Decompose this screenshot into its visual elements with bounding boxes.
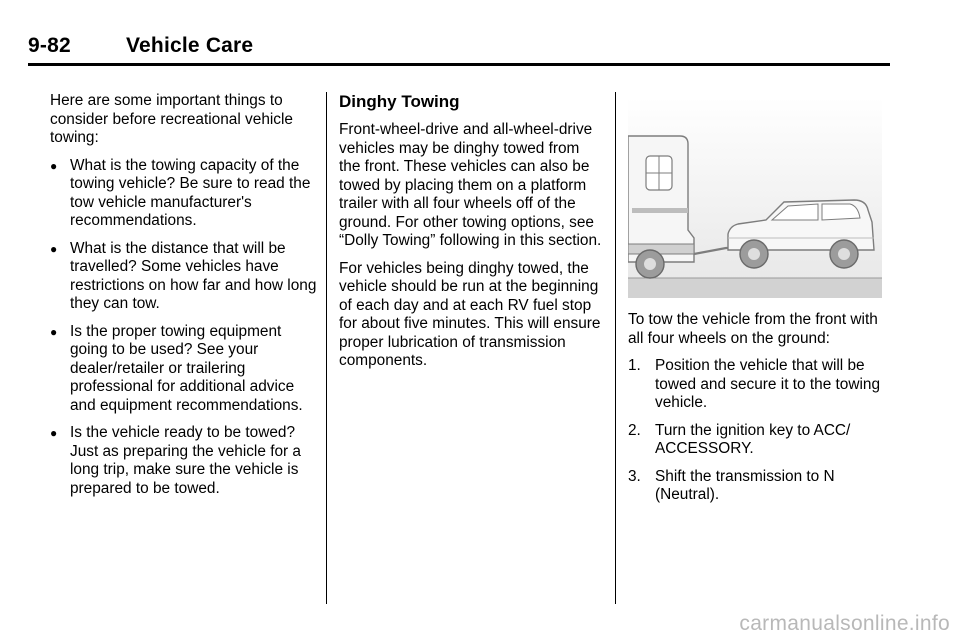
- step-number: 2.: [628, 421, 641, 439]
- bullet-text: What is the towing capacity of the towing vehicle? Be sure to read the tow vehicle manufacturer's recommendations.: [70, 156, 311, 229]
- dinghy-towing-illustration: [628, 98, 882, 298]
- step-text: Turn the ignition key to ACC/ ACCESSORY.: [655, 421, 851, 457]
- paragraph: For vehicles being dinghy towed, the vehicle should be run at the beginning of each day and at each RV fuel stop for about five minutes. This will ensure proper lubrication of transmission components.: [339, 259, 601, 369]
- left-column: [50, 92, 322, 498]
- column-divider-left: [326, 92, 327, 604]
- list-item: [628, 357, 890, 413]
- page-header: [28, 34, 253, 58]
- intro-paragraph: To tow the vehicle from the front with all four wheels on the ground:: [628, 311, 878, 347]
- intro-paragraph: Here are some important things to consider before recreational vehicle towing:: [50, 92, 293, 146]
- bullet-text: Is the proper towing equipment going to be used? See your dealer/retailer or trailering professional for additional advice and equipment recommendations.: [70, 322, 303, 414]
- paragraph: Front-wheel-drive and all-wheel-drive vehicles may be dinghy towed from the front. These vehicles can also be towed by placing them on a platform trailer with all four wheels off of the ground. For other towing options, see “Dolly Towing” following in this section.: [339, 121, 602, 249]
- list-item: [628, 422, 890, 459]
- column-divider-right: [615, 92, 616, 604]
- step-text: Position the vehicle that will be towed and secure it to the towing vehicle.: [655, 357, 881, 411]
- middle-column: [339, 92, 605, 371]
- towing-considerations-list: [50, 157, 322, 499]
- towing-steps-list: [628, 357, 890, 505]
- list-item: [50, 323, 322, 416]
- list-item: [50, 240, 322, 314]
- right-column: [628, 311, 890, 505]
- bullet-icon: ●: [50, 241, 58, 256]
- bullet-icon: ●: [50, 426, 58, 440]
- section-title: Vehicle Care: [126, 34, 254, 57]
- page-number: 9-82: [28, 34, 71, 57]
- list-item: [50, 157, 322, 231]
- bullet-text: Is the vehicle ready to be towed? Just as preparing the vehicle for a long trip, make sure the vehicle is prepared to be towed.: [70, 424, 301, 497]
- list-item: [50, 424, 322, 498]
- step-number: 1.: [628, 357, 641, 374]
- header-rule: [28, 63, 890, 66]
- step-number: 3.: [628, 467, 641, 485]
- list-item: [628, 468, 890, 505]
- section-heading: Dinghy Towing: [339, 92, 460, 111]
- bullet-icon: ●: [50, 324, 58, 339]
- watermark: carmanualsonline.info: [739, 612, 950, 635]
- bullet-text: What is the distance that will be travelled? Some vehicles have restrictions on how far and how long they can tow.: [70, 239, 317, 312]
- step-text: Shift the transmission to N (Neutral).: [655, 467, 835, 503]
- bullet-icon: ●: [50, 158, 58, 173]
